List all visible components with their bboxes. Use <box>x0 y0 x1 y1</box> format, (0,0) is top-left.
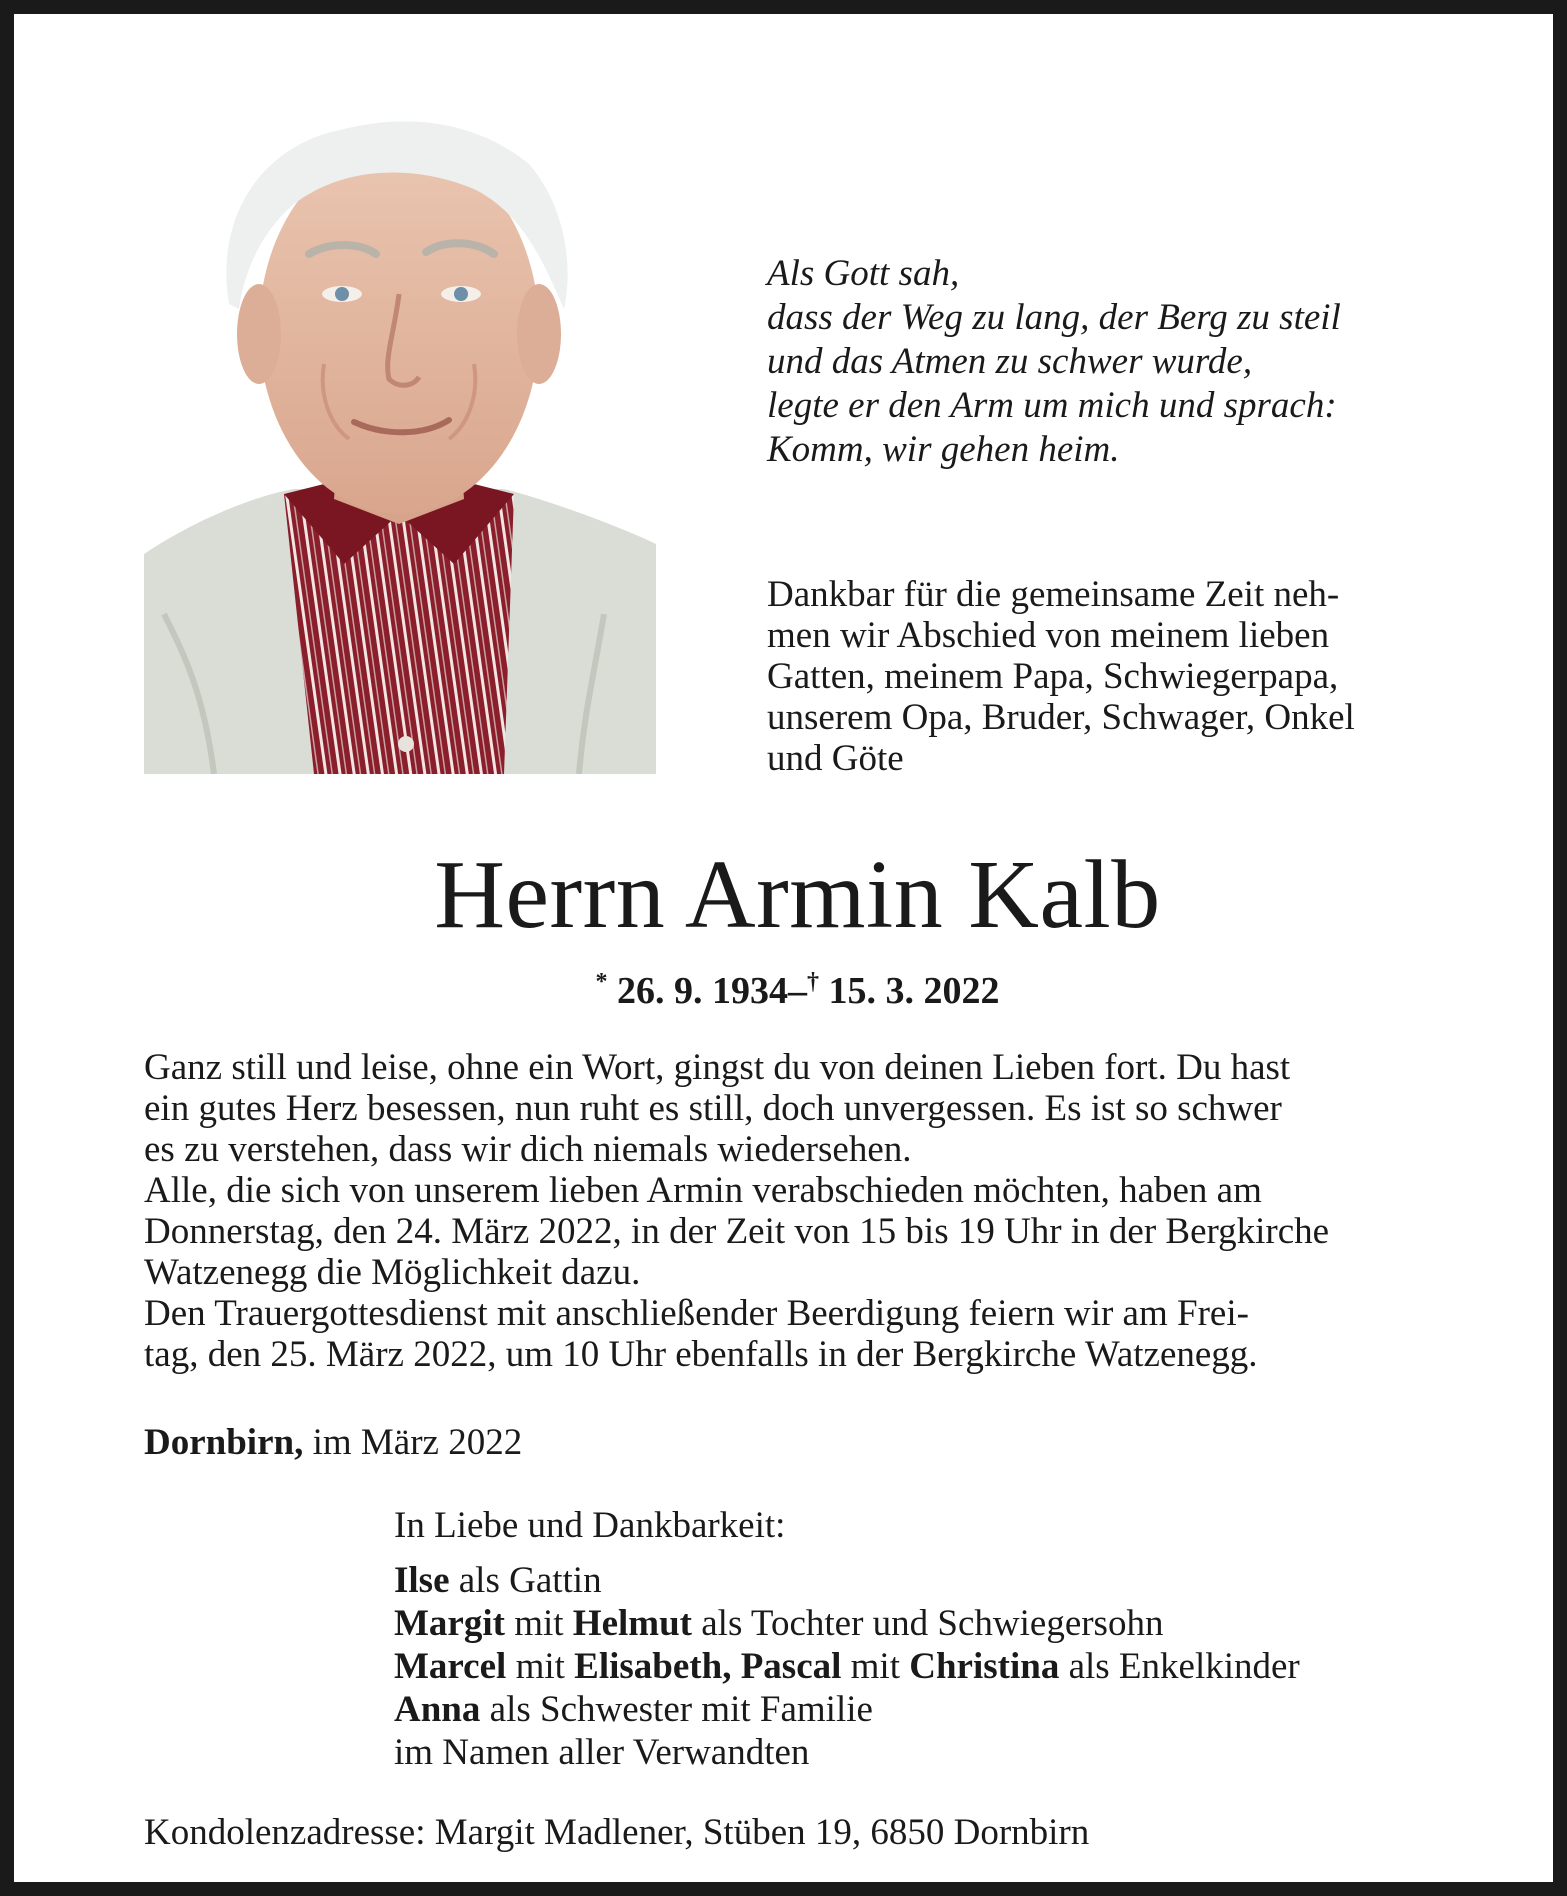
poem-line: legte er den Arm um mich und sprach: <box>767 385 1337 426</box>
body-line: Donnerstag, den 24. März 2022, in der Zeit von 15 bis 19 Uhr in der Bergkirche <box>144 1211 1330 1252</box>
body-text <box>144 1047 1454 1375</box>
intro-line: Dankbar für die gemeinsame Zeit neh- <box>767 574 1340 615</box>
body-line: ein gutes Herz besessen, nun ruht es still, doch unvergessen. Es ist so schwer <box>144 1088 1282 1129</box>
family-name: Margit <box>394 1603 505 1644</box>
life-dates <box>14 962 1567 1011</box>
place-city: Dornbirn, <box>144 1422 304 1463</box>
deceased-name: Herrn Armin Kalb <box>434 841 1161 949</box>
portrait-illustration <box>144 94 656 774</box>
body-line: tag, den 25. März 2022, um 10 Uhr ebenfalls in der Bergkirche Watzenegg. <box>144 1334 1258 1375</box>
family-name: Ilse <box>394 1560 450 1601</box>
birth-date: 26. 9. 1934 <box>617 970 788 1012</box>
family-name: Helmut <box>572 1603 692 1644</box>
family-connector: mit <box>850 1646 900 1687</box>
family-name: Anna <box>394 1689 481 1730</box>
place-date <box>144 1421 522 1465</box>
family-line <box>394 1559 1300 1602</box>
family-relation: als Enkelkinder <box>1068 1646 1300 1687</box>
death-symbol: † <box>807 969 819 995</box>
poem-line: und das Atmen zu schwer wurde, <box>767 341 1253 382</box>
intro-line: men wir Abschied von meinem lieben <box>767 615 1330 656</box>
family-relation: als Schwester mit Familie <box>489 1689 873 1730</box>
body-line: Alle, die sich von unserem lieben Armin verabschieden möchten, haben am <box>144 1170 1262 1211</box>
family-list <box>394 1559 1300 1774</box>
family-line <box>394 1602 1300 1645</box>
body-line: Watzenegg die Möglichkeit dazu. <box>144 1252 641 1293</box>
body-line: Den Trauergottesdienst mit anschließender Beerdigung feiern wir am Frei- <box>144 1293 1249 1334</box>
place-date-text: im März 2022 <box>312 1422 523 1463</box>
poem-line: Als Gott sah, <box>767 253 960 294</box>
family-comma: , <box>722 1646 732 1687</box>
poem-line: dass der Weg zu lang, der Berg zu steil <box>767 297 1341 338</box>
portrait-photo <box>144 94 656 774</box>
family-name: Elisabeth <box>574 1646 723 1687</box>
birth-symbol: * <box>595 969 608 995</box>
family-relation: als Gattin <box>458 1560 602 1601</box>
family-line: im Namen aller Verwandten <box>394 1732 810 1773</box>
family-connector: mit <box>515 1646 565 1687</box>
family-connector: mit <box>514 1603 564 1644</box>
poem <box>767 252 1467 472</box>
signoff: In Liebe und Dankbarkeit: <box>394 1505 786 1546</box>
body-line: es zu verstehen, dass wir dich niemals wiedersehen. <box>144 1129 912 1170</box>
condolence-address: Kondolenzadresse: Margit Madlener, Stüben 19, 6850 Dornbirn <box>144 1812 1090 1853</box>
body-line: Ganz still und leise, ohne ein Wort, gingst du von deinen Lieben fort. Du hast <box>144 1047 1291 1088</box>
intro-line: Gatten, meinem Papa, Schwiegerpapa, <box>767 656 1339 697</box>
family-name: Pascal <box>740 1646 842 1687</box>
death-date: 15. 3. 2022 <box>828 970 1000 1012</box>
intro-line: unserem Opa, Bruder, Schwager, Onkel <box>767 697 1355 738</box>
family-name: Marcel <box>394 1646 507 1687</box>
family-name: Christina <box>909 1646 1060 1687</box>
intro-line: und Göte <box>767 738 904 779</box>
intro-text <box>767 574 1457 779</box>
date-separator: – <box>788 970 807 1012</box>
poem-line: Komm, wir gehen heim. <box>767 429 1120 470</box>
family-line <box>394 1688 1300 1731</box>
family-relation: als Tochter und Schwiegersohn <box>701 1603 1164 1644</box>
family-line <box>394 1645 1300 1688</box>
